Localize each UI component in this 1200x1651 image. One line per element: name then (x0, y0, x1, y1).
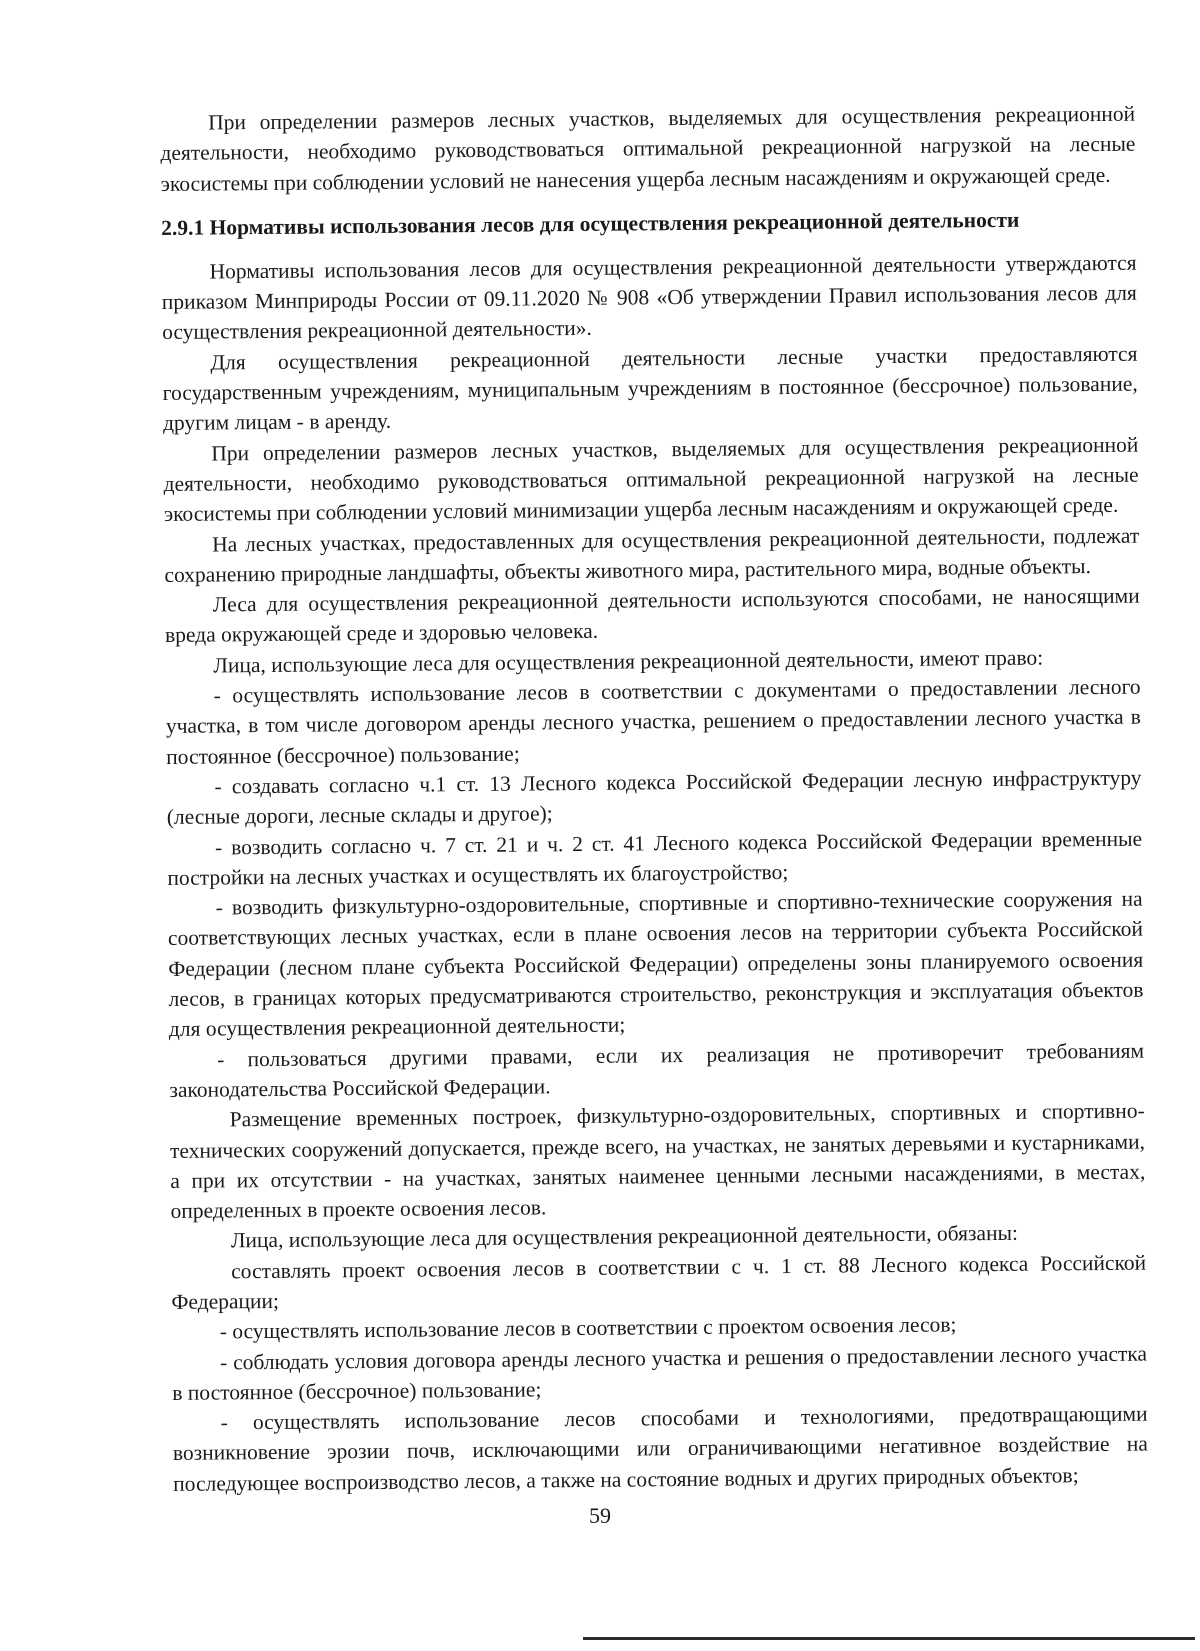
list-item-right: - осуществлять использование лесов в соответствии с документами о предоставлении лесного участка, в том числе договором аренды лесного участка, решением о предоставлении лесного участка в постоянное (бессрочное) пользование; (165, 674, 1142, 769)
paragraph-methods: Леса для осуществления рекреационной деятельности используются способами, не наносящими вреда окружающей среде и здоровью человека. (164, 583, 1140, 648)
list-item-obligation: - осуществлять использование лесов способами и технологиями, предотвращающими возникновение эрозии почв, исключающими или ограничивающими негативное воздействие на последующее воспроизводство лесов, а также на состояние водных и других природных объектов; (172, 1401, 1148, 1496)
document-page (160, 99, 1148, 1499)
list-item-right: - создавать согласно ч.1 ст. 13 Лесного кодекса Российской Федерации лесную инфраструктуру (лесные дороги, лесные склады и другое); (166, 765, 1142, 830)
paragraph-preservation: На лесных участках, предоставленных для осуществления рекреационной деятельности, подлежат сохранению природные ландшафты, объекты животного мира, растительного мира, водные объекты. (164, 523, 1140, 587)
paragraph-rights-intro: Лица, использующие леса для осуществления рекреационной деятельности, имеют право: (213, 645, 1044, 678)
page-number: 59 (589, 1503, 611, 1528)
paragraph-placement: Размещение временных построек, физкультурно-оздоровительных, спортивных и спортивно-технических сооружений допускается, прежде всего, на участках, не занятых деревьями и кустарниками, а при их отсутствии - на участках, занятых наименее ценными лесными насаждениями, в местах, определенных в проекте освоения лесов. (169, 1098, 1146, 1224)
list-item-obligation: - соблюдать условия договора аренды лесного участка и решения о предоставлении лесного участка в постоянное (бессрочное) пользование; (172, 1341, 1148, 1405)
list-item-right: - возводить физкультурно-оздоровительные, спортивные и спортивно-технические сооружения на соответствующих лесных участках, если в плане освоения лесов на территории субъекта Российской Федерации (лесном плане субъекта Российской Федерации) определены зоны планируемого освоения лесов, в границах которых предусматриваются строительство, реконструкция и эксплуатация объектов для осуществления рекреационной деятельности; (167, 886, 1144, 1042)
list-item-right: - возводить согласно ч. 7 ст. 21 и ч. 2 ст. 41 Лесного кодекса Российской Федерации временные постройки на лесных участках и осуществлять их благоустройство; (167, 826, 1143, 890)
intro-paragraph: При определении размеров лесных участков, выделяемых для осуществления рекреационной деятельности, необходимо руководствоваться оптимальной рекреационной нагрузкой на лесные экосистемы при соблюдении условий не нанесения ущерба лесным насаждениям и окружающей среде. (160, 101, 1136, 196)
list-item-right: - пользоваться другими правами, если их реализация не противоречит требованиям законодательства Российской Федерации. (169, 1038, 1145, 1102)
section-heading: 2.9.1 Нормативы использования лесов для осуществления рекреационной деятельности (161, 207, 1020, 240)
paragraph-obligations-intro: Лица, использующие леса для осуществления рекреационной деятельности, обязаны: (230, 1221, 1019, 1253)
list-item-obligation: составлять проект освоения лесов в соответствии с ч. 1 ст. 88 Лесного кодекса Российской Федерации; (171, 1250, 1147, 1314)
list-item-obligation: - осуществлять использование лесов в соответствии с проектом освоения лесов; (219, 1312, 957, 1344)
paragraph-normatives: Нормативы использования лесов для осуществления рекреационной деятельности утверждаются приказом Минприроды России от 09.11.2020 № 908 «Об утверждении Правил использования лесов для осуществления рекреационной деятельности». (161, 250, 1137, 345)
paragraph-provision: Для осуществления рекреационной деятельности лесные участки предоставляются государственным учреждениям, муниципальным учреждениям в постоянное (бессрочное) пользование, другим лицам - в аренду. (162, 341, 1138, 436)
bottom-rule (583, 1637, 1195, 1640)
paragraph-size: При определении размеров лесных участков, выделяемых для осуществления рекреационной деятельности, необходимо руководствоваться оптимальной рекреационной нагрузкой на лесные экосистемы при соблюдении условий минимизации ущерба лесным насаждениям и окружающей среде. (163, 432, 1139, 527)
